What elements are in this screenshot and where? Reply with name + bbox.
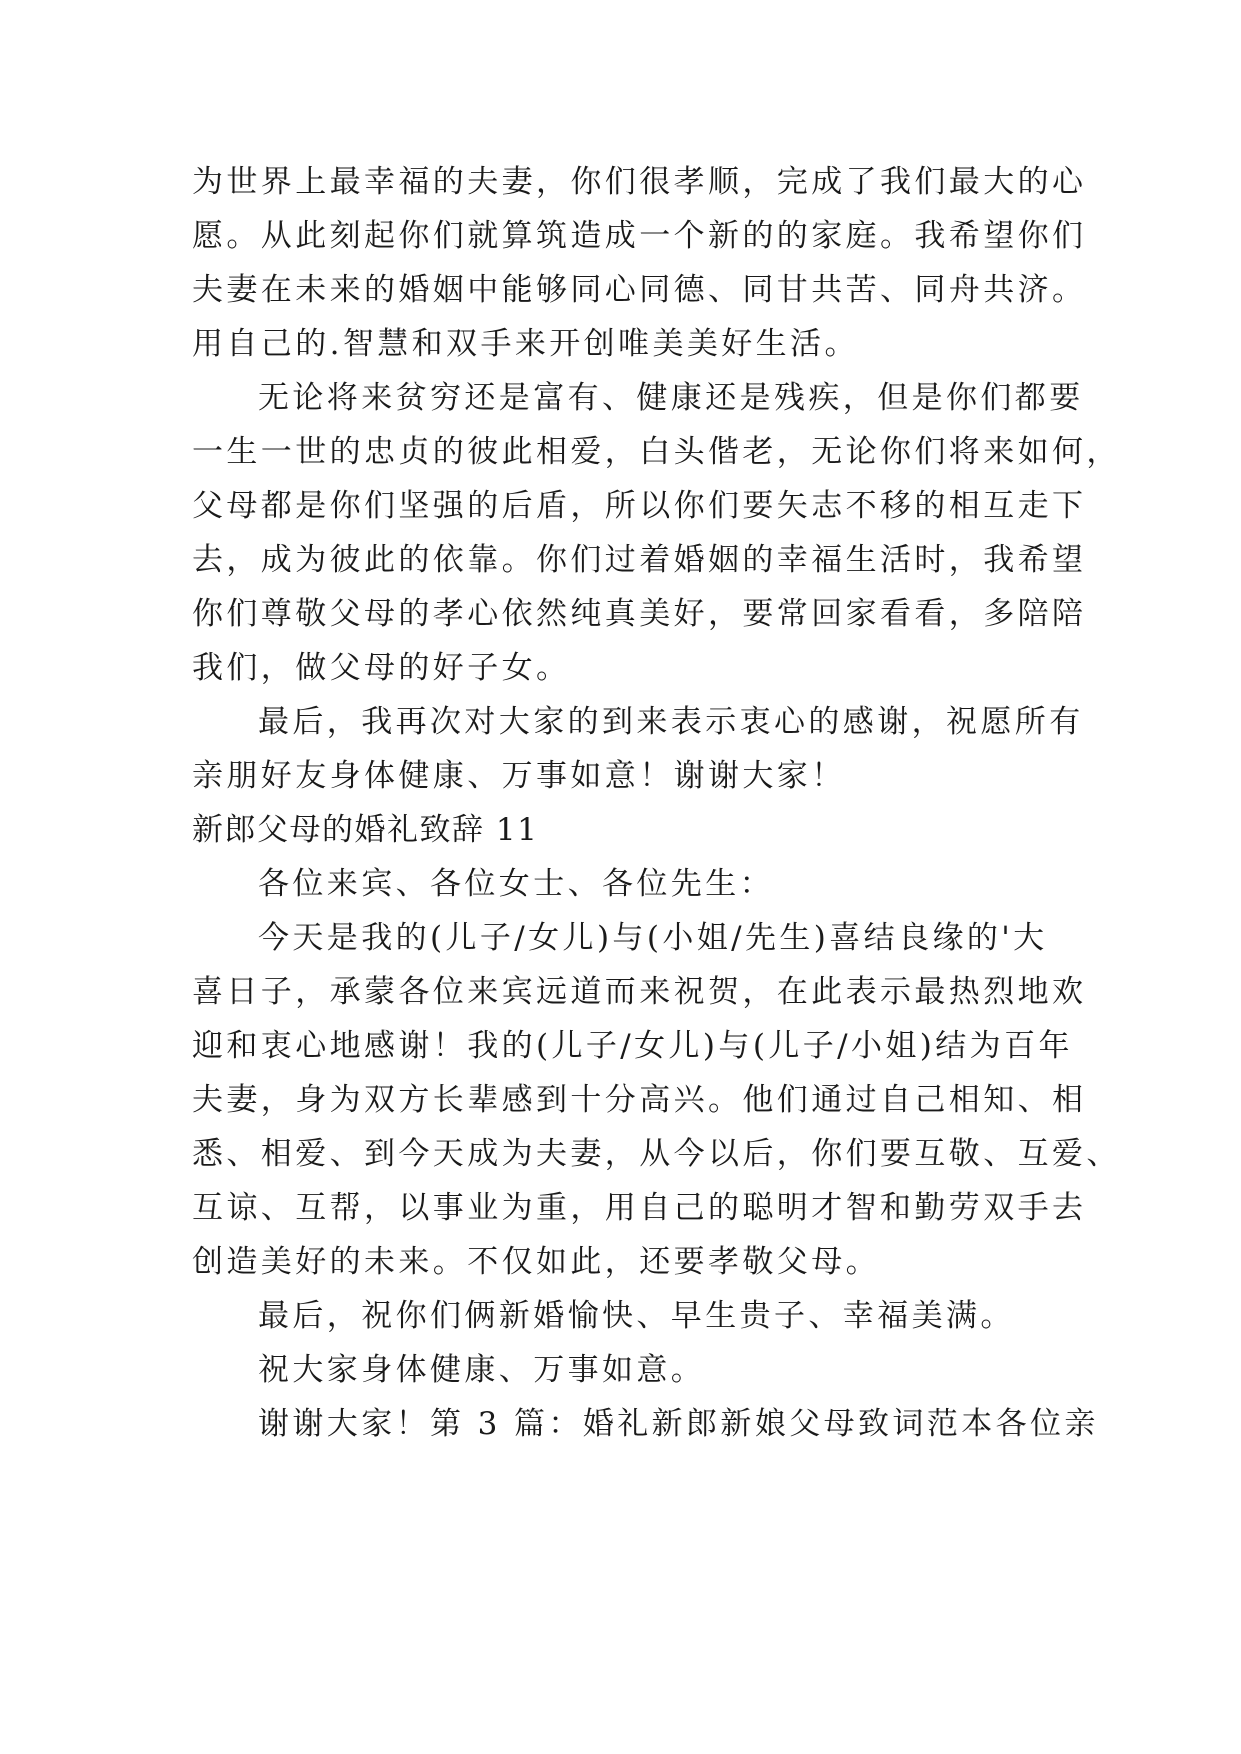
text-line: 互谅、互帮，以事业为重，用自己的聪明才智和勤劳双手去 <box>192 1190 1087 1226</box>
salutation: 各位来宾、各位女士、各位先生： <box>258 866 774 902</box>
text-line: 喜日子，承蒙各位来宾远道而来祝贺，在此表示最热烈地欢 <box>192 974 1087 1010</box>
text-line: 愿。从此刻起你们就算筑造成一个新的的家庭。我希望你们 <box>192 218 1087 254</box>
section-heading: 新郎父母的婚礼致辞 11 <box>192 812 539 848</box>
text-line: 亲朋好友身体健康、万事如意！谢谢大家！ <box>192 758 846 794</box>
paragraph-start: 谢谢大家！第 3 篇：婚礼新郎新娘父母致词范本各位亲 <box>258 1406 1099 1442</box>
paragraph-start: 无论将来贫穷还是富有、健康还是残疾，但是你们都要 <box>258 380 1084 416</box>
text-line: 用自己的.智慧和双手来开创唯美美好生活。 <box>192 326 859 362</box>
text-line: 去，成为彼此的依靠。你们过着婚姻的幸福生活时，我希望 <box>192 542 1087 578</box>
text-line: 你们尊敬父母的孝心依然纯真美好，要常回家看看，多陪陪 <box>192 596 1087 632</box>
text-line: 夫妻，身为双方长辈感到十分高兴。他们通过自己相知、相 <box>192 1082 1087 1118</box>
text-line: 迎和衷心地感谢！我的(儿子/女儿)与(儿子/小姐)结为百年 <box>192 1028 1073 1064</box>
paragraph-start: 今天是我的(儿子/女儿)与(小姐/先生)喜结良缘的'大 <box>258 920 1048 956</box>
text-line: 悉、相爱、到今天成为夫妻，从今以后，你们要互敬、互爱、 <box>192 1136 1121 1172</box>
text-line: 创造美好的未来。不仅如此，还要孝敬父母。 <box>192 1244 880 1280</box>
paragraph-start: 最后，我再次对大家的到来表示衷心的感谢，祝愿所有 <box>258 704 1084 740</box>
paragraph-start: 最后，祝你们俩新婚愉快、早生贵子、幸福美满。 <box>258 1298 1015 1334</box>
text-line: 一生一世的忠贞的彼此相爱，白头偕老，无论你们将来如何， <box>192 434 1121 470</box>
text-line: 我们，做父母的好子女。 <box>192 650 571 686</box>
paragraph-start: 祝大家身体健康、万事如意。 <box>258 1352 706 1388</box>
text-line: 夫妻在未来的婚姻中能够同心同德、同甘共苦、同舟共济。 <box>192 272 1087 308</box>
text-line: 父母都是你们坚强的后盾，所以你们要矢志不移的相互走下 <box>192 488 1087 524</box>
text-line: 为世界上最幸福的夫妻，你们很孝顺，完成了我们最大的心 <box>192 164 1087 200</box>
